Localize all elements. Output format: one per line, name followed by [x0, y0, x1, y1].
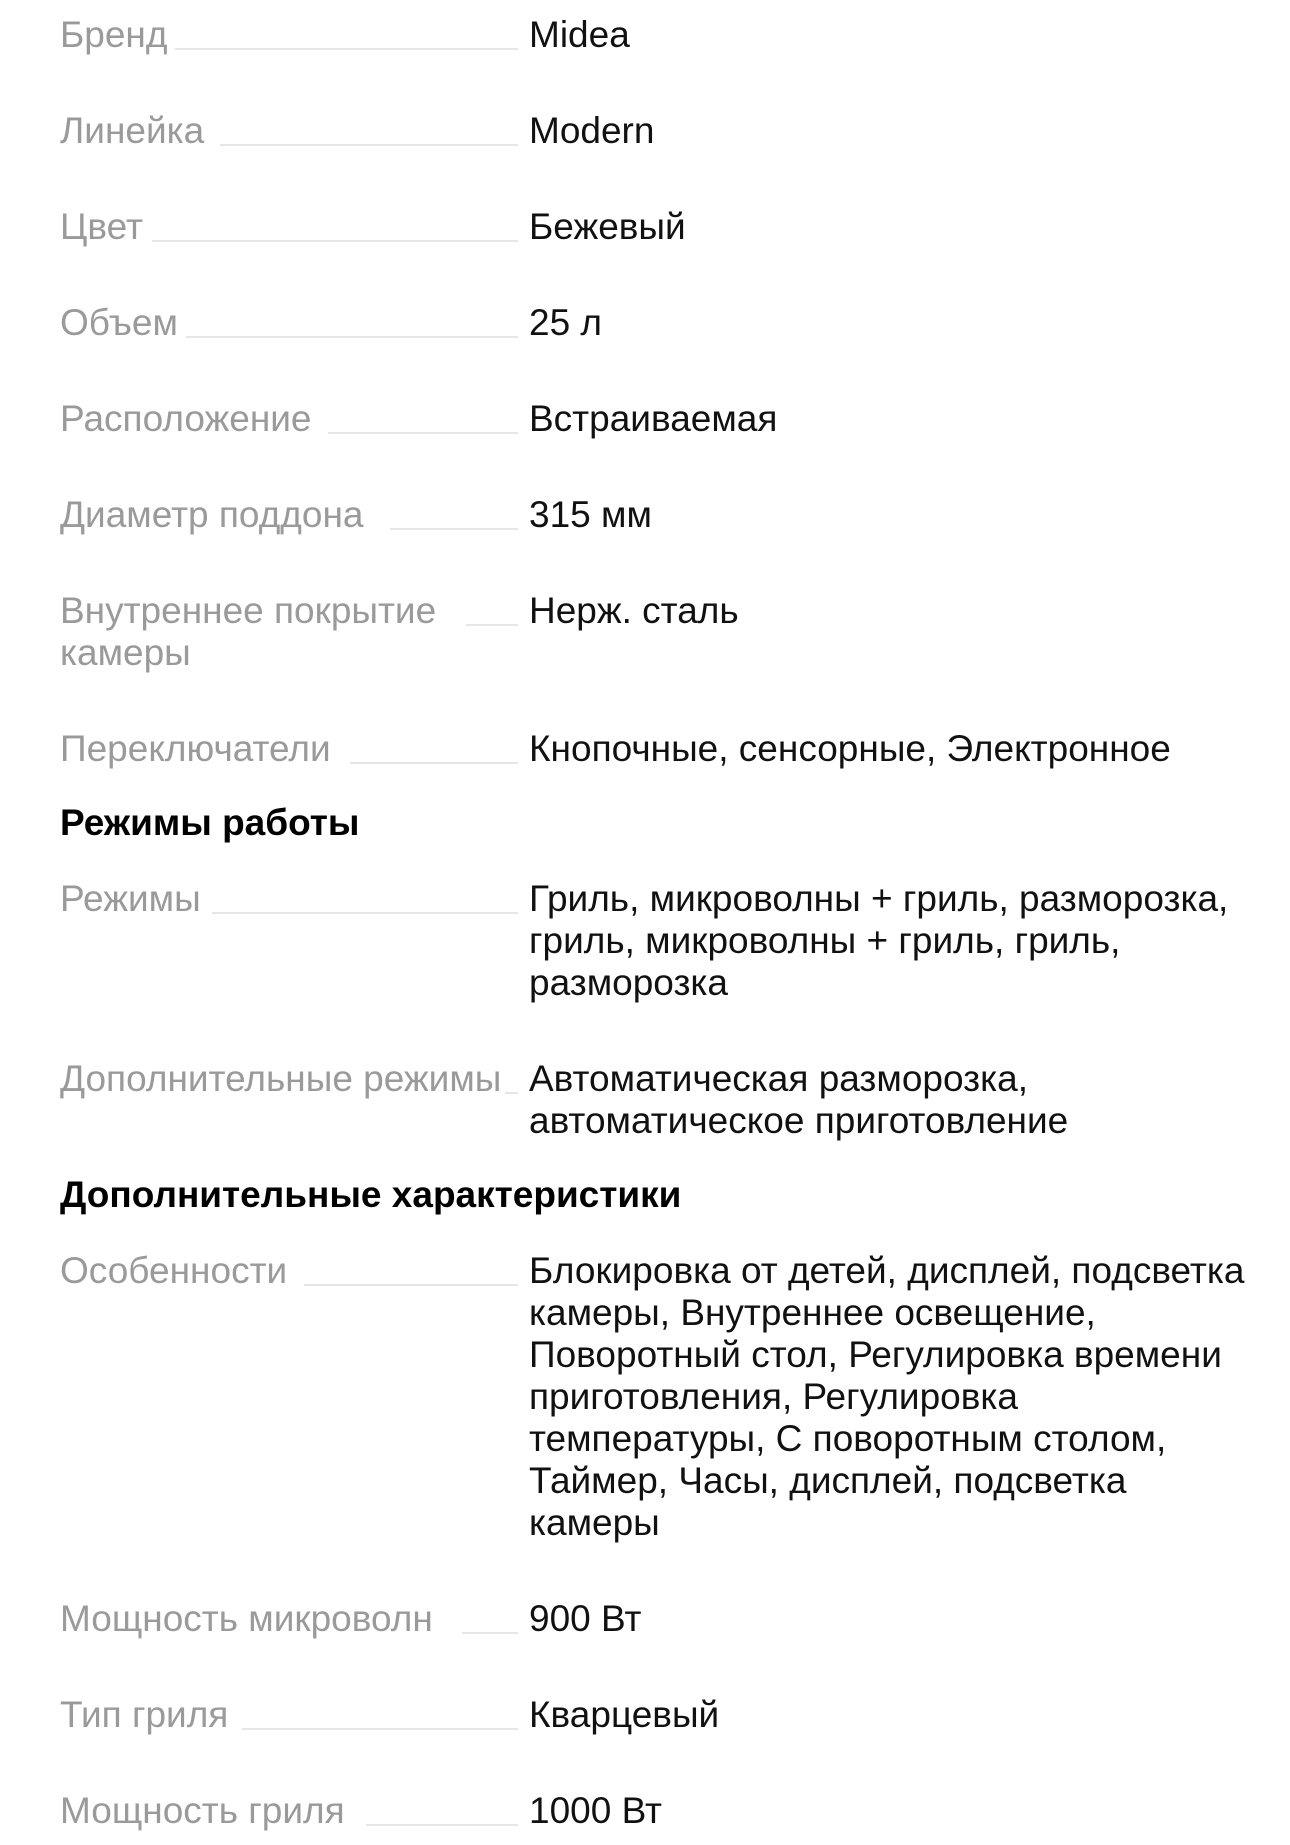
leader-line: [304, 1284, 518, 1286]
spec-label: [60, 590, 518, 674]
leader-line: [350, 762, 518, 764]
spec-label-text: Особенности: [60, 1250, 291, 1291]
spec-value: Modern: [529, 110, 655, 151]
spec-label-text: Переключатели: [60, 728, 335, 769]
spec-label-text: Режимы: [60, 878, 205, 919]
leader-line: [152, 240, 518, 242]
spec-label: [60, 1598, 518, 1640]
spec-value: Нерж. сталь: [529, 590, 739, 631]
leader-line: [466, 624, 518, 626]
leader-line: [212, 912, 518, 914]
spec-value: Блокировка от детей, дисплей, подсветка камеры, Внутреннее освещение, Поворотный стол, Регулировка времени приготовления, Регулировка температуры, С поворотным столом, Таймер, Часы, дисплей, подсветка камеры: [529, 1250, 1245, 1543]
leader-line: [220, 144, 518, 146]
spec-label-text: Диаметр поддона: [60, 494, 367, 535]
spec-value: Встраиваемая: [529, 398, 778, 439]
spec-label-text: Линейка: [60, 110, 208, 151]
leader-line: [462, 1632, 518, 1634]
spec-value: Автоматическая разморозка, автоматическое приготовление: [529, 1058, 1069, 1141]
spec-value: Кнопочные, сенсорные, Электронное: [529, 728, 1171, 769]
spec-label-text: Тип гриля: [60, 1694, 232, 1735]
section-title-modes: Режимы работы: [60, 802, 360, 843]
spec-value: Midea: [529, 14, 630, 55]
spec-label-text: Внутреннее покрытие камеры: [60, 590, 437, 673]
leader-line: [328, 432, 518, 434]
spec-value: Кварцевый: [529, 1694, 720, 1735]
spec-value: Гриль, микроволны + гриль, разморозка, гриль, микроволны + гриль, гриль, разморозка: [529, 878, 1229, 1003]
spec-label-text: Расположение: [60, 398, 316, 439]
spec-label-text: Мощность микроволн: [60, 1598, 437, 1639]
spec-value: 25 л: [529, 302, 603, 343]
spec-label-text: Цвет: [60, 206, 147, 247]
section-title-extra: Дополнительные характеристики: [60, 1174, 682, 1215]
leader-line: [175, 48, 518, 50]
leader-line: [242, 1728, 518, 1730]
leader-line: [390, 528, 518, 530]
spec-value: 315 мм: [529, 494, 652, 535]
spec-label: [60, 1058, 518, 1100]
spec-value: Бежевый: [529, 206, 686, 247]
leader-line: [366, 1824, 518, 1826]
spec-label-text: Объем: [60, 302, 182, 343]
spec-label-text: Дополнительные режимы: [60, 1058, 505, 1099]
spec-label-text: Бренд: [60, 14, 171, 55]
leader-line: [186, 336, 518, 338]
spec-value: 900 Вт: [529, 1598, 642, 1639]
spec-label-text: Мощность гриля: [60, 1790, 349, 1831]
spec-value: 1000 Вт: [529, 1790, 662, 1831]
